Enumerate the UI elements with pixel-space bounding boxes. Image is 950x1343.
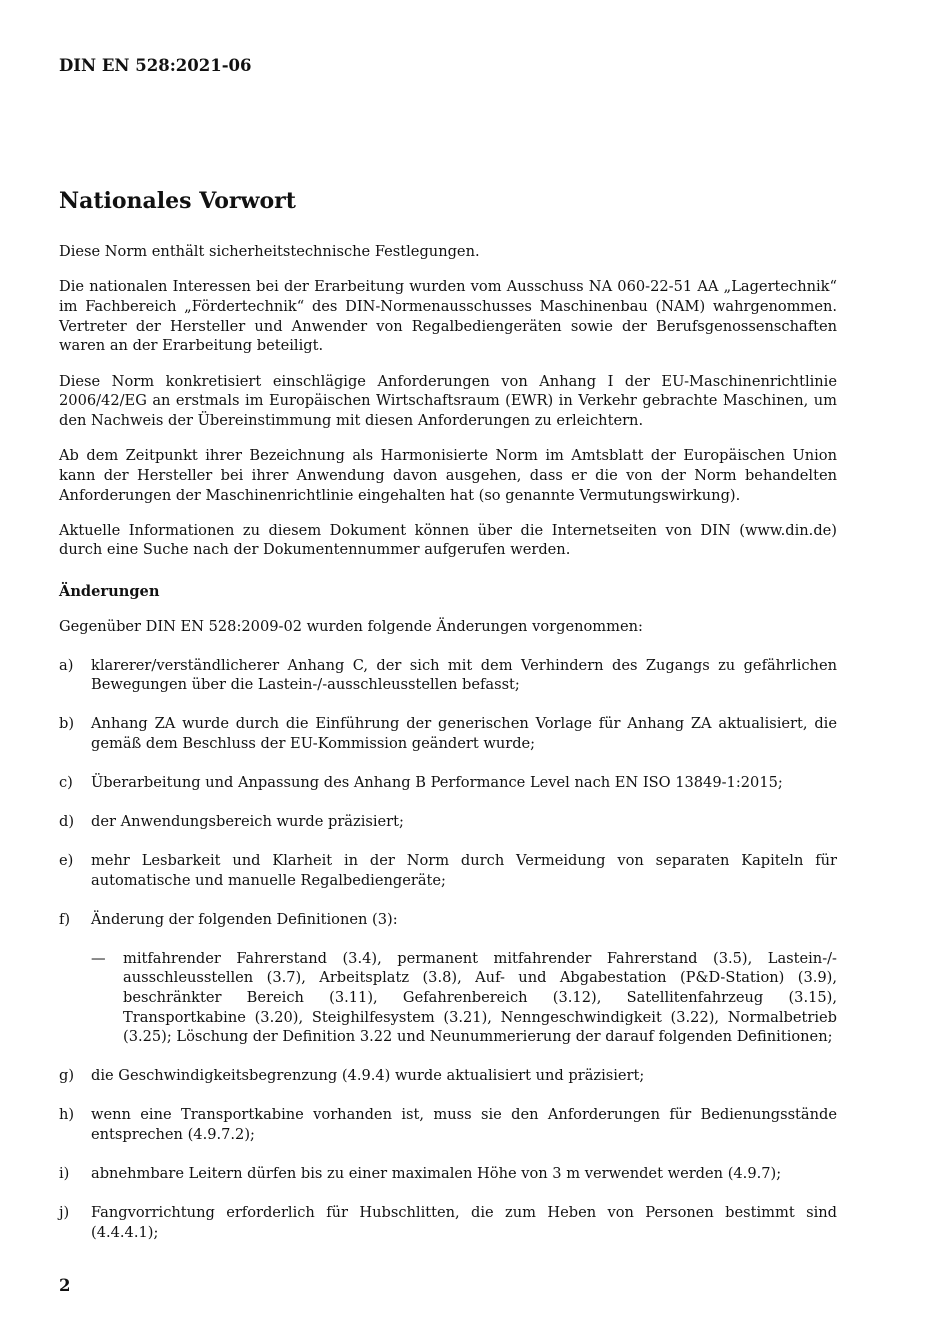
list-item xyxy=(59,773,837,793)
dash-bullet: — xyxy=(91,949,106,967)
paragraph: Die nationalen Interessen bei der Erarbeitung wurden vom Ausschuss NA 060-22-51 AA „Lagertechnik“ im Fachbereich „Fördertechnik“ des DIN-Normenausschusses Maschinenbau (NAM) wahrgenommen. Vertreter der Hersteller und Anwender von Regalbediengeräten sowie der Berufsgenossenschaften waren an der Erarbeitung beteiligt. xyxy=(59,278,837,355)
list-item-label: f) xyxy=(59,910,71,928)
paragraph: Aktuelle Informationen zu diesem Dokument können über die Internetseiten von DIN (www.din.de) durch eine Suche nach der Dokumentennummer aufgerufen werden. xyxy=(59,521,837,559)
list-item-text: mehr Lesbarkeit und Klarheit in der Norm durch Vermeidung von separaten Kapiteln für automatische und manuelle Regalbediengeräte; xyxy=(91,851,837,889)
list-item-text: abnehmbare Leitern dürfen bis zu einer maximalen Höhe von 3 m verwendet werden (4.9.7); xyxy=(91,1165,782,1183)
changes-heading: Änderungen xyxy=(59,583,160,601)
list-item-label: j) xyxy=(59,1204,70,1222)
list-item-label: e) xyxy=(59,851,74,869)
document-body xyxy=(59,242,837,1262)
list-item-text: wenn eine Transportkabine vorhanden ist, muss sie den Anforderungen für Bedienungsstände entsprechen (4.9.7.2); xyxy=(91,1106,837,1144)
page-number: 2 xyxy=(59,1276,71,1295)
list-item-label: h) xyxy=(59,1106,75,1124)
list-item xyxy=(59,1105,837,1144)
section-title: Nationales Vorwort xyxy=(59,188,296,214)
changes-intro: Gegenüber DIN EN 528:2009-02 wurden folgende Änderungen vorgenommen: xyxy=(59,617,643,635)
list-item-label: c) xyxy=(59,773,73,791)
list-item-label: g) xyxy=(59,1067,75,1085)
list-item-label: a) xyxy=(59,656,74,674)
changes-list xyxy=(59,656,837,1243)
list-item xyxy=(59,812,837,832)
paragraph: Diese Norm enthält sicherheitstechnische Festlegungen. xyxy=(59,243,480,260)
list-item-label: i) xyxy=(59,1165,70,1183)
list-item xyxy=(59,714,837,753)
paragraph: Diese Norm konkretisiert einschlägige Anforderungen von Anhang I der EU-Maschinenrichtlinie 2006/42/EG an erstmals im Europäischen Wirtschaftsraum (EWR) in Verkehr gebrachte Maschinen, um den Nachweis der Übereinstimmung mit diesen Anforderungen zu erleichtern. xyxy=(59,372,837,429)
list-item-body xyxy=(91,910,837,1048)
list-item xyxy=(59,1066,837,1086)
list-item xyxy=(59,910,837,1048)
list-item xyxy=(59,1164,837,1184)
document-id-header: DIN EN 528:2021-06 xyxy=(59,56,252,75)
list-item xyxy=(59,1203,837,1242)
list-item-text: die Geschwindigkeitsbegrenzung (4.9.4) wurde aktualisiert und präzisiert; xyxy=(91,1067,645,1085)
list-item xyxy=(59,851,837,890)
list-item-label: b) xyxy=(59,715,75,733)
list-item-label: d) xyxy=(59,812,75,830)
list-item-text: Anhang ZA wurde durch die Einführung der generischen Vorlage für Anhang ZA aktualisiert, die gemäß dem Beschluss der EU-Kommission geändert wurde; xyxy=(91,715,837,752)
sub-list-item xyxy=(91,949,837,1048)
list-item xyxy=(59,656,837,695)
list-item-text: Fangvorrichtung erforderlich für Hubschlitten, die zum Heben von Personen bestimmt sind (4.4.4.1); xyxy=(91,1204,837,1241)
paragraph: Ab dem Zeitpunkt ihrer Bezeichnung als Harmonisierte Norm im Amtsblatt der Europäischen Union kann der Hersteller bei ihrer Anwendung davon ausgehen, dass er die von der Norm behandelten Anforderungen der Maschinenrichtlinie eingehalten hat (so genannte Vermutungswirkung). xyxy=(59,447,837,504)
list-item-text: klarerer/verständlicherer Anhang C, der sich mit dem Verhindern des Zugangs zu gefährlichen Bewegungen über die Lastein-/-ausschleusstellen befasst; xyxy=(91,656,837,694)
list-item-text: Änderung der folgenden Definitionen (3): xyxy=(91,910,398,928)
list-item-text: Überarbeitung und Anpassung des Anhang B Performance Level nach EN ISO 13849-1:2015; xyxy=(91,773,783,791)
list-item-text: der Anwendungsbereich wurde präzisiert; xyxy=(91,812,404,830)
sub-list-item-text: mitfahrender Fahrerstand (3.4), permanent mitfahrender Fahrerstand (3.5), Lastein-/-ausschleusstellen (3.7), Arbeitsplatz (3.8), Auf- und Abgabestation (P&D-Station) (3.9), beschränkter Bereich (3.11), Gefahrenbereich (3.12), Satellitenfahrzeug (3.15), Transportkabine (3.20), Steighilfesystem (3.21), Nenngeschwindigkeit (3.22), Normalbetrieb (3.25); Löschung der Definition 3.22 und Neunummerierung der darauf folgenden Definitionen; xyxy=(123,949,837,1046)
